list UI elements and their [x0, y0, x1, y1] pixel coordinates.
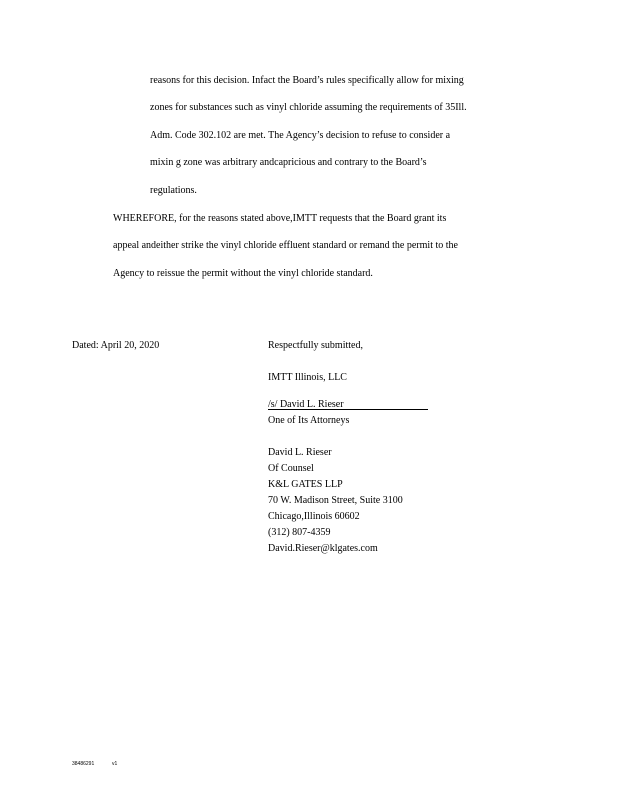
company-name: IMTT Illinois, LLC [268, 372, 347, 383]
body-line: zones for substances such as vinyl chloride assuming the requirements of 35Ill. [150, 102, 467, 113]
address-line: David L. Rieser [268, 447, 332, 458]
dated-line: Dated: April 20, 2020 [72, 340, 160, 351]
signature-underline [268, 409, 428, 410]
body-line: mixin g zone was arbitrary andcapricious and contrary to the Board’s [150, 157, 427, 168]
body-line: regulations. [150, 185, 197, 196]
doc-id: 38486291 [72, 761, 95, 767]
doc-version: v1 [112, 761, 118, 767]
address-line: Chicago,Illinois 60602 [268, 511, 360, 522]
signature-line: /s/ David L. Rieser [268, 399, 344, 410]
wherefore-line: WHEREFORE, for the reasons stated above,IMTT requests that the Board grant its [113, 213, 447, 224]
email-link[interactable]: David.Rieser@klgates.com [268, 543, 378, 554]
phone-line: (312) 807-4359 [268, 527, 331, 538]
body-line: Adm. Code 302.102 are met. The Agency’s decision to refuse to consider a [150, 130, 451, 141]
address-line: 70 W. Madison Street, Suite 3100 [268, 495, 403, 506]
address-line: Of Counsel [268, 463, 314, 474]
attorney-role: One of Its Attorneys [268, 415, 350, 426]
wherefore-line: appeal andeither strike the vinyl chloride effluent standard or remand the permit to the [113, 240, 458, 251]
wherefore-line: Agency to reissue the permit without the vinyl chloride standard. [113, 268, 373, 279]
body-line: reasons for this decision. Infact the Board’s rules specifically allow for mixing [150, 75, 464, 86]
closing: Respectfully submitted, [268, 340, 363, 351]
address-line: K&L GATES LLP [268, 479, 343, 490]
